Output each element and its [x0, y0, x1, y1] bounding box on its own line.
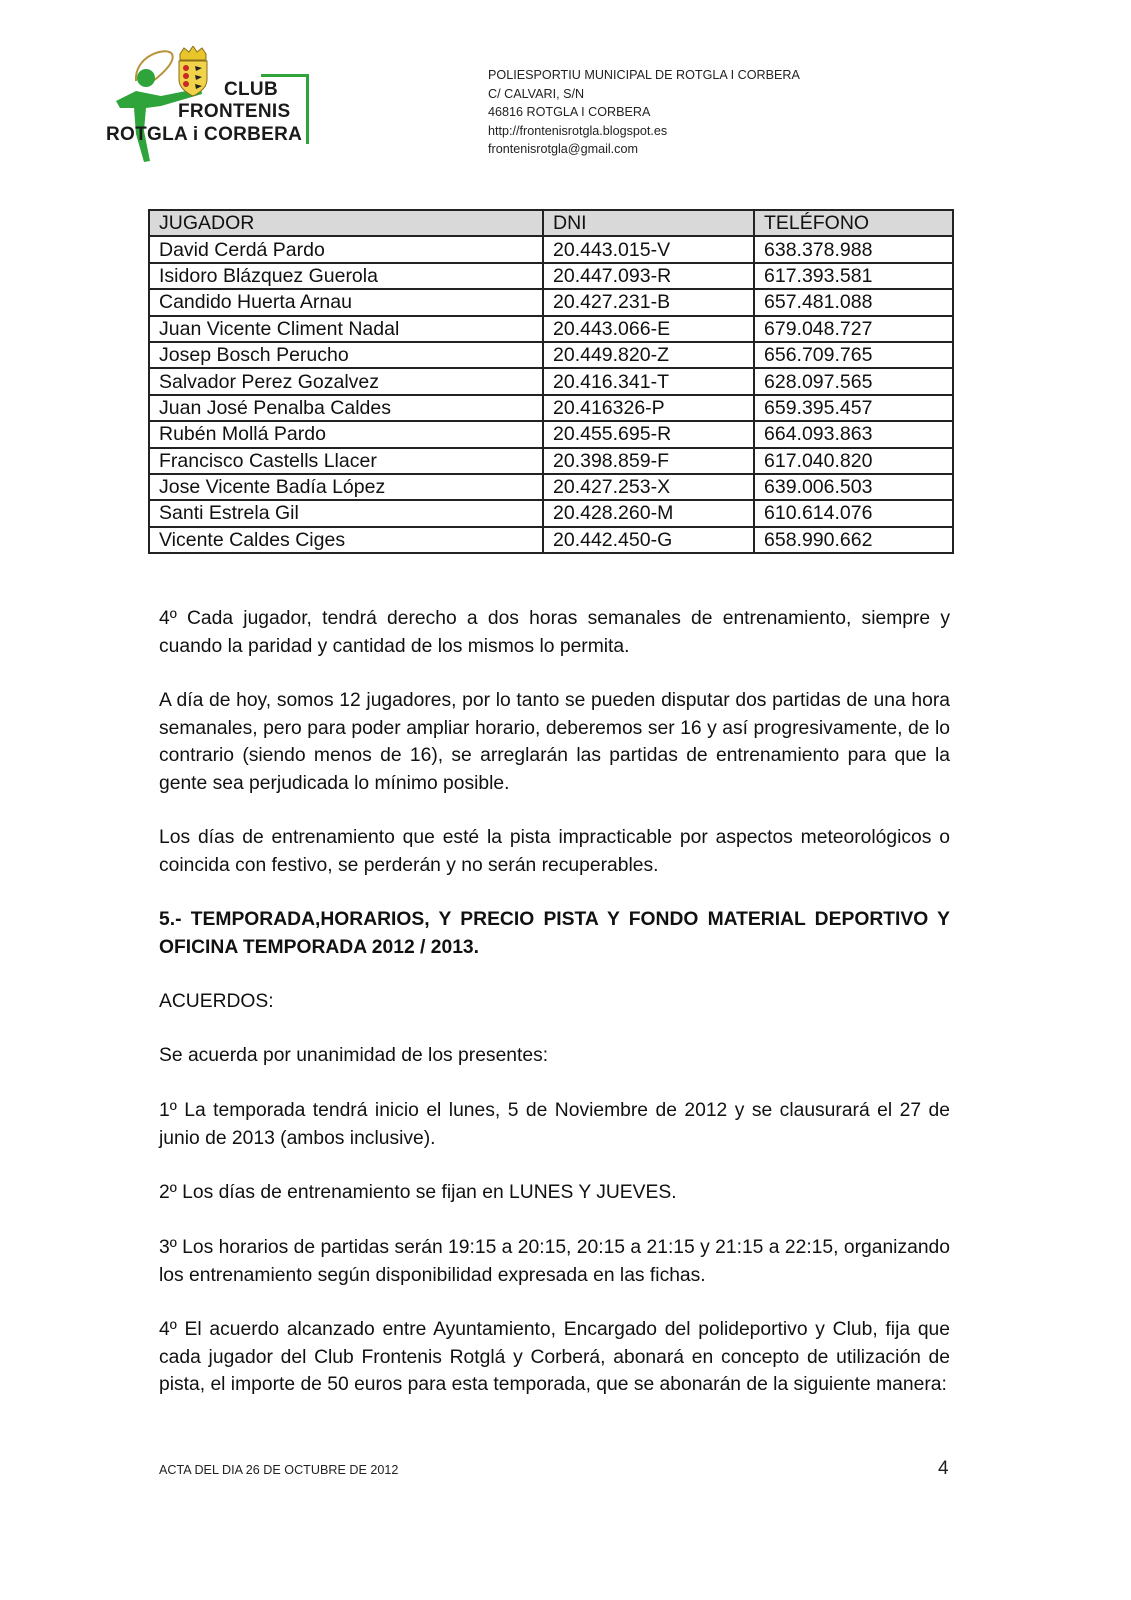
cell-phone: 638.378.988 — [754, 236, 953, 262]
table-row — [149, 368, 953, 394]
cell-name: Francisco Castells Llacer — [149, 448, 543, 474]
address-link-blog[interactable]: http://frontenisrotgla.blogspot.es — [488, 123, 668, 138]
cell-dni: 20.428.260-M — [543, 500, 754, 526]
cell-name: Josep Bosch Perucho — [149, 342, 543, 368]
paragraph-text: Se acuerda por unanimidad de los presentes: — [159, 1045, 549, 1066]
column-header-dni: DNI — [543, 210, 754, 236]
cell-name: Candido Huerta Arnau — [149, 289, 543, 315]
acuerdos-label — [159, 988, 950, 1016]
agreement-3 — [159, 1234, 950, 1289]
paragraph-text: 2º Los días de entrenamiento se fijan en LUNES Y JUEVES. — [159, 1182, 677, 1203]
footer-label: ACTA DEL DIA 26 DE OCTUBRE DE 2012 — [159, 1463, 399, 1477]
cell-name: Isidoro Blázquez Guerola — [149, 263, 543, 289]
cell-dni: 20.427.253-X — [543, 474, 754, 500]
cell-name: Juan Vicente Climent Nadal — [149, 316, 543, 342]
cell-dni: 20.443.015-V — [543, 236, 754, 262]
paragraph-text: Los días de entrenamiento que esté la pista impracticable por aspectos meteorológicos o coincida con festivo, se perderán y no serán recuperables. — [159, 827, 950, 876]
address-line-venue: POLIESPORTIU MUNICIPAL DE ROTGLA I CORBERA — [488, 68, 800, 82]
cell-name: Rubén Mollá Pardo — [149, 421, 543, 447]
cell-phone: 679.048.727 — [754, 316, 953, 342]
paragraph-text: 1º La temporada tendrá inicio el lunes, 5 de Noviembre de 2012 y se clausurará el 27 de junio de 2013 (ambos inclusive). — [159, 1100, 950, 1149]
club-logo — [106, 46, 316, 164]
cell-name: Jose Vicente Badía López — [149, 474, 543, 500]
section-heading-text: 5.- TEMPORADA,HORARIOS, Y PRECIO PISTA Y FONDO MATERIAL DEPORTIVO Y OFICINA TEMPORADA 2012 / 2013. — [159, 909, 950, 958]
cell-phone: 610.614.076 — [754, 500, 953, 526]
cell-name: Salvador Perez Gozalvez — [149, 368, 543, 394]
column-header-jugador: JUGADOR — [149, 210, 543, 236]
cell-phone: 617.040.820 — [754, 448, 953, 474]
paragraph-text: 3º Los horarios de partidas serán 19:15 a 20:15, 20:15 a 21:15 y 21:15 a 22:15, organizando los entrenamiento según disponibilidad expresada en las fichas. — [159, 1237, 950, 1286]
paragraph-text: ACUERDOS: — [159, 991, 274, 1012]
page-number: 4 — [938, 1458, 949, 1479]
club-address — [488, 66, 800, 159]
table-row — [149, 289, 953, 315]
cell-phone: 639.006.503 — [754, 474, 953, 500]
agreement-4 — [159, 1316, 950, 1399]
cell-dni: 20.443.066-E — [543, 316, 754, 342]
table-header-row — [149, 210, 953, 236]
agreement-1 — [159, 1097, 950, 1152]
table-row — [149, 236, 953, 262]
cell-name: Vicente Caldes Ciges — [149, 527, 543, 553]
cell-dni: 20.442.450-G — [543, 527, 754, 553]
cell-phone: 658.990.662 — [754, 527, 953, 553]
table-row — [149, 474, 953, 500]
column-header-telefono: TELÉFONO — [754, 210, 953, 236]
players-table — [148, 209, 954, 554]
paragraph-training-hours — [159, 605, 950, 660]
cell-dni: 20.455.695-R — [543, 421, 754, 447]
table-row — [149, 500, 953, 526]
logo-text-frontenis: FRONTENIS — [178, 101, 291, 122]
cell-phone: 628.097.565 — [754, 368, 953, 394]
address-line-postal: 46816 ROTGLA I CORBERA — [488, 105, 651, 120]
coat-of-arms-icon — [176, 46, 210, 98]
paragraph-player-count — [159, 687, 950, 797]
cell-name: David Cerdá Pardo — [149, 236, 543, 262]
table-row — [149, 421, 953, 447]
cell-dni: 20.416326-P — [543, 395, 754, 421]
address-link-email[interactable]: frontenisrotgla@gmail.com — [488, 142, 638, 157]
logo-frame-side — [306, 74, 309, 144]
table-row — [149, 448, 953, 474]
paragraph-text: 4º Cada jugador, tendrá derecho a dos horas semanales de entrenamiento, siempre y cuando la paridad y cantidad de los mismos lo permita. — [159, 608, 950, 657]
section-heading — [159, 906, 950, 961]
table-row — [149, 316, 953, 342]
cell-phone: 656.709.765 — [754, 342, 953, 368]
table-row — [149, 342, 953, 368]
table-row — [149, 395, 953, 421]
cell-name: Juan José Penalba Caldes — [149, 395, 543, 421]
cell-name: Santi Estrela Gil — [149, 500, 543, 526]
logo-frame-top — [261, 74, 309, 77]
unanimidad-text — [159, 1042, 950, 1070]
paragraph-text: A día de hoy, somos 12 jugadores, por lo tanto se pueden disputar dos partidas de una hora semanales, pero para poder ampliar horario, deberemos ser 16 y así progresivamente, de lo contrario (siendo menos de 16), se arreglarán las partidas de entrenamiento para que la gente sea perjudicada lo mínimo posible. — [159, 690, 950, 794]
paragraph-weather — [159, 824, 950, 879]
agreement-2 — [159, 1179, 950, 1207]
cell-dni: 20.449.820-Z — [543, 342, 754, 368]
cell-dni: 20.416.341-T — [543, 368, 754, 394]
logo-text-town: ROTGLA i CORBERA — [106, 124, 303, 145]
cell-phone: 659.395.457 — [754, 395, 953, 421]
cell-dni: 20.427.231-B — [543, 289, 754, 315]
paragraph-text: 4º El acuerdo alcanzado entre Ayuntamiento, Encargado del polideportivo y Club, fija que cada jugador del Club Frontenis Rotglá y Corberá, abonará en concepto de utilización de pista, el importe de 50 euros para esta temporada, que se abonarán de la siguiente manera: — [159, 1319, 950, 1395]
table-row — [149, 263, 953, 289]
table-row — [149, 527, 953, 553]
cell-dni: 20.398.859-F — [543, 448, 754, 474]
logo-text-club: CLUB — [224, 79, 278, 100]
cell-phone: 664.093.863 — [754, 421, 953, 447]
cell-phone: 657.481.088 — [754, 289, 953, 315]
cell-phone: 617.393.581 — [754, 263, 953, 289]
address-line-street: C/ CALVARI, S/N — [488, 86, 585, 101]
cell-dni: 20.447.093-R — [543, 263, 754, 289]
